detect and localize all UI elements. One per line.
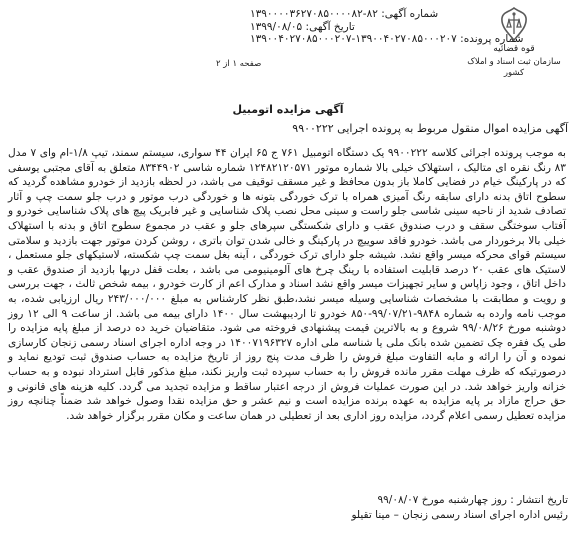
page-indicator: صفحه ۱ از ۲ — [216, 59, 262, 69]
notice-title: آگهی مزایده اتومبیل — [232, 103, 344, 116]
ad-number: شماره آگهی: ۸۲-۱۳۹۰۰۰۰۳۶۲۷۰۸۵۰۰۰۰۸۲ — [250, 8, 439, 20]
notice-body: به موجب پرونده اجرائی کلاسه ۹۹۰۰۲۲۲ یک دستگاه اتومبیل ۷۶۱ ج ۶۵ ایران ۴۴ سواری، سیستم سمند، تیپ ۱/۸-ام وای ۷ مدل ۸۳ رنگ نقره ای متالیک ، استهلاک خیلی بالا شماره موتور ۱۲۴۸۲۱۲۰۵۷۱ شماره شاسی ۸۳۴۴۹۰۲ متعلق به آقای مجتبی یوسفی که در پارکینگ خیام در فضایی کاملا باز بدون محافظ و غیر مسقف توقیف می باشد، در لحظه بازدید از خودرو مشاهده گردید که سطوح اتاق بدنه دارای سابقه رنگ آمیزی همراه با ترک خوردگی بتونه ها و خوردگی درب موتور و درب جلو سمت چپ و آثار تصادف شدید از ناحیه سینی شاسی جلو راست و سینی محل نصب پلاک شناسایی و غیر فابریک پیچ های پلاک شناسایی خودرو و آفتاب سوختگی سقف و درب صندوق عقب و دارای شکستگی سپرهای جلو و عقب در مجموع سطوح اتاق و بدنه با استهلاک خیلی بالا برخوردار می باشد. خودرو فاقد سوییچ در پارکینگ و خالی شدن توان باتری ، روشن کردن موتور جهت بازدید و سلامتی سیستم قوای محرکه میسر واقع نشد. شیشه جلو دارای ترک خوردگی ، آینه بغل سمت چپ شکسته، لاستیکهای جلو مستعمل ، لاستیک های عقب ۲۰ درصد قابلیت استفاده با رینگ چرخ های آلومینیومی می باشد ، بعلت قفل دربها بازدید از صندوق عقب و داخل اتاق ، وجود زاپاس و سایر تجهیزات میسر واقع نشد اسناد و مدارک اعم از کارت خودرو ، بیمه شخص ثالث ، جهت بررسی و رویت و مطابقت با مشخصات شناسایی وسیله میسر نشد،طبق نظر کارشناس به مبلغ ۲۴۳/۰۰۰/۰۰۰ ریال ارزیابی شده، به موجب نامه وارده به شماره ۹۸۴۸-۹۹/۰۷/۲۱-۸۵۰ خودرو تا اردیبهشت سال ۱۴۰۰ دارای بیمه می باشد. از ساعت ۹ الی ۱۲ روز دوشنبه مورخ ۹۹/۰۸/۲۶ شروع و به بالاترین قیمت پیشنهادی فروخته می شود. متقاضیان خرید ده درصد از مبلغ پایه مزایده را طی یک فقره چک تضمین شده بانک ملی یا شناسه ملی اداره ۱۴۰۰۷۱۹۶۳۲۷ در وجه اداره اجرای اسناد رسمی زنجان کارسازی نموده و آن را ارائه و مابه التفاوت مبلغ فروش را ظرف مدت پنج روز از تاریخ مزایده به حساب صندوق ثبت تودیع نماید و درصورتیکه که ظرف مهلت مقرر مانده فروش را به حساب سپرده ثبت واریز نکند، مبلغ مذکور قابل استرداد نبوده و به حساب خزانه واریز خواهد شد. در این صورت عملیات فروش از درجه اعتبار ساقط و مزایده تجدید می گردد. کلیه هزینه های قانونی و حق حراج مازاد بر پایه مزایده به عهده برنده مزایده است و نیم عشر و حق مزایده نقدا وصول خواهد شد ضمناً چنانچه روز مزایده تعطیل رسمی اعلام گردد، مزایده روز اداری بعد از تعطیلی در همان ساعت و مکان مقرر برگزار خواهد شد. — [8, 147, 567, 422]
publish-date: تاریخ انتشار : روز چهارشنبه مورخ ۹۹/۰۸/۰۷ — [377, 494, 568, 506]
signatory: رئیس اداره اجرای اسناد رسمی زنجان – مینا تقیلو — [351, 509, 568, 521]
notice-subtitle: آگهی مزایده اموال منقول مربوط به پرونده اجرایی ۹۹۰۰۲۲۲ — [292, 122, 568, 135]
notice-footer — [8, 493, 568, 523]
organization-name: سازمان ثبت اسناد و املاک کشور — [467, 57, 561, 78]
ad-date: تاریخ آگهی: ۱۳۹۹/۰۸/۰۵ — [250, 20, 355, 33]
organization-block — [456, 6, 572, 79]
emblem-caption: قوه قضائیه — [493, 44, 535, 54]
file-number: شماره پرونده: ۱۳۹۰۰۴۰۲۷۰۸۵۰۰۰۲۰۷-۱۳۹۰۰۴۰۲۷۰۸۵۰۰۰۲۰۷ — [250, 33, 524, 45]
judiciary-emblem-icon — [497, 6, 531, 42]
